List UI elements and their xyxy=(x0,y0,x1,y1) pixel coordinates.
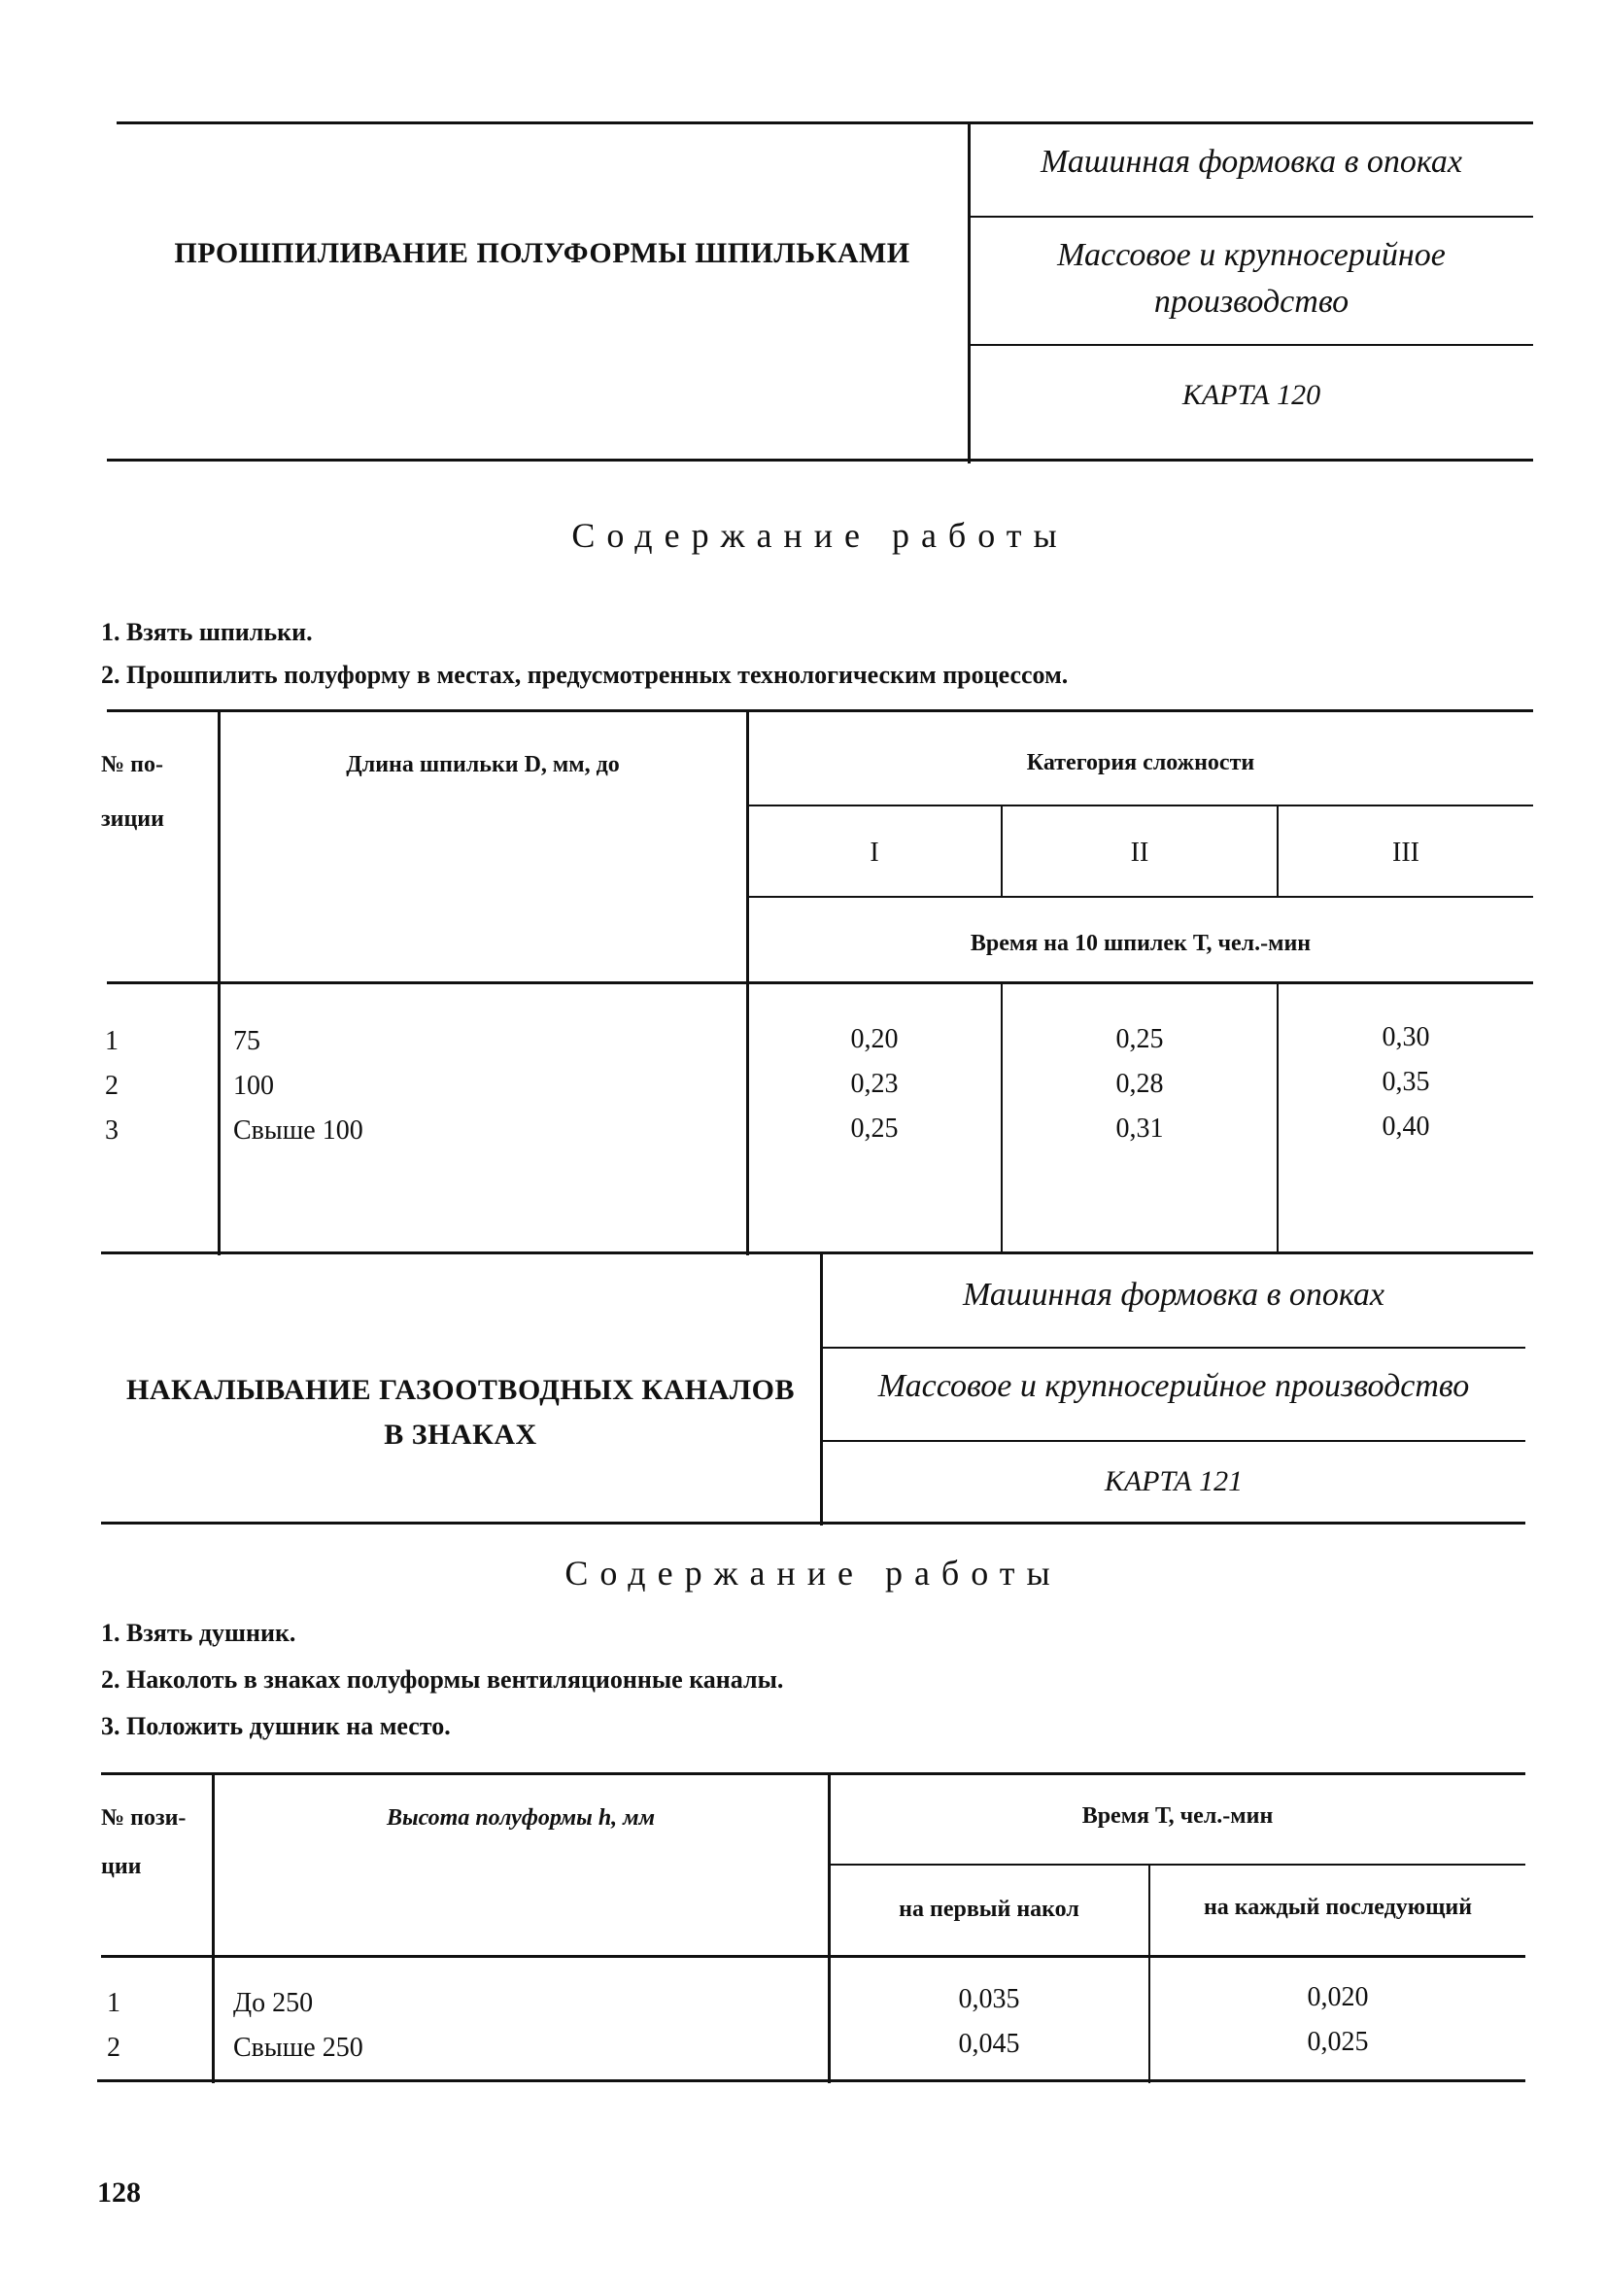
row-cat3: 0,35 xyxy=(1382,1067,1430,1097)
row-length: Свыше 100 xyxy=(233,1115,363,1146)
row-cat2: 0,28 xyxy=(1115,1069,1164,1099)
card120-step-2: 2. Прошпилить полуформу в местах, предусмотренных технологическим процессом. xyxy=(101,661,1069,689)
row-cat1: 0,20 xyxy=(850,1024,899,1054)
card121-step-3: 3. Положить душник на место. xyxy=(101,1712,451,1740)
row-cat1: 0,23 xyxy=(850,1069,899,1099)
card121-method: Машинная формовка в опоках xyxy=(963,1277,1384,1313)
card120-time-label: Время на 10 шпилек Т, чел.-мин xyxy=(970,931,1312,956)
card120-col-pos-line1: № по- xyxy=(101,752,163,777)
row-first: 0,035 xyxy=(958,1984,1020,2014)
card120-col-category: Категория сложности xyxy=(1026,750,1255,775)
card120-cat-1: I xyxy=(870,838,879,868)
card121-title-line1: НАКАЛЫВАНИЕ ГАЗООТВОДНЫХ КАНАЛОВ xyxy=(125,1374,795,1406)
row-height: Свыше 250 xyxy=(233,2033,363,2063)
card121-col-pos-line1: № пози- xyxy=(101,1805,187,1831)
row-pos: 1 xyxy=(105,1026,119,1056)
card120-col-pos-line2: зиции xyxy=(101,806,164,832)
page-number: 128 xyxy=(97,2176,141,2209)
card121-col-time: Время Т, чел.-мин xyxy=(1081,1803,1274,1829)
row-next: 0,025 xyxy=(1307,2027,1369,2057)
row-pos: 2 xyxy=(107,2033,120,2063)
card121-section-title: Содержание работы xyxy=(564,1554,1062,1593)
card121-sub-next: на каждый последующий xyxy=(1203,1895,1473,1920)
card120-cat-3: III xyxy=(1392,838,1419,868)
row-next: 0,020 xyxy=(1307,1982,1369,2012)
card121-sub-first: на первый накол xyxy=(899,1897,1079,1922)
card121-card-label: КАРТА 121 xyxy=(1104,1465,1244,1497)
card120-cat-2: II xyxy=(1130,838,1149,868)
card120-method: Машинная формовка в опоках xyxy=(1041,144,1462,180)
card121-col-pos-line2: ции xyxy=(101,1854,142,1879)
card120-title: ПРОШПИЛИВАНИЕ ПОЛУФОРМЫ ШПИЛЬКАМИ xyxy=(174,237,910,269)
card120-production-line1: Массовое и крупносерийное xyxy=(1057,237,1446,273)
row-pos: 1 xyxy=(107,1988,120,2018)
card120-col-length: Длина шпильки D, мм, до xyxy=(346,752,620,777)
row-cat3: 0,40 xyxy=(1382,1112,1430,1142)
card121-title-line2: В ЗНАКАХ xyxy=(384,1419,537,1451)
row-pos: 3 xyxy=(105,1115,119,1146)
card120-step-1: 1. Взять шпильки. xyxy=(101,618,313,646)
row-first: 0,045 xyxy=(958,2029,1020,2059)
row-length: 75 xyxy=(233,1026,260,1056)
card120-card-label: КАРТА 120 xyxy=(1181,379,1321,411)
row-height: До 250 xyxy=(233,1988,314,2018)
card121-step-2: 2. Наколоть в знаках полуформы вентиляционные каналы. xyxy=(101,1665,784,1694)
row-cat1: 0,25 xyxy=(850,1114,899,1144)
row-cat3: 0,30 xyxy=(1382,1022,1430,1052)
card121-step-1: 1. Взять душник. xyxy=(101,1619,296,1647)
row-length: 100 xyxy=(233,1071,274,1101)
row-cat2: 0,31 xyxy=(1115,1114,1164,1144)
card121-col-height: Высота полуформы h, мм xyxy=(386,1805,656,1831)
card120-production-line2: производство xyxy=(1153,284,1350,320)
card120-section-title: Содержание работы xyxy=(571,516,1069,555)
row-cat2: 0,25 xyxy=(1115,1024,1164,1054)
card121-production: Массовое и крупносерийное производство xyxy=(877,1368,1470,1404)
row-pos: 2 xyxy=(105,1071,119,1101)
